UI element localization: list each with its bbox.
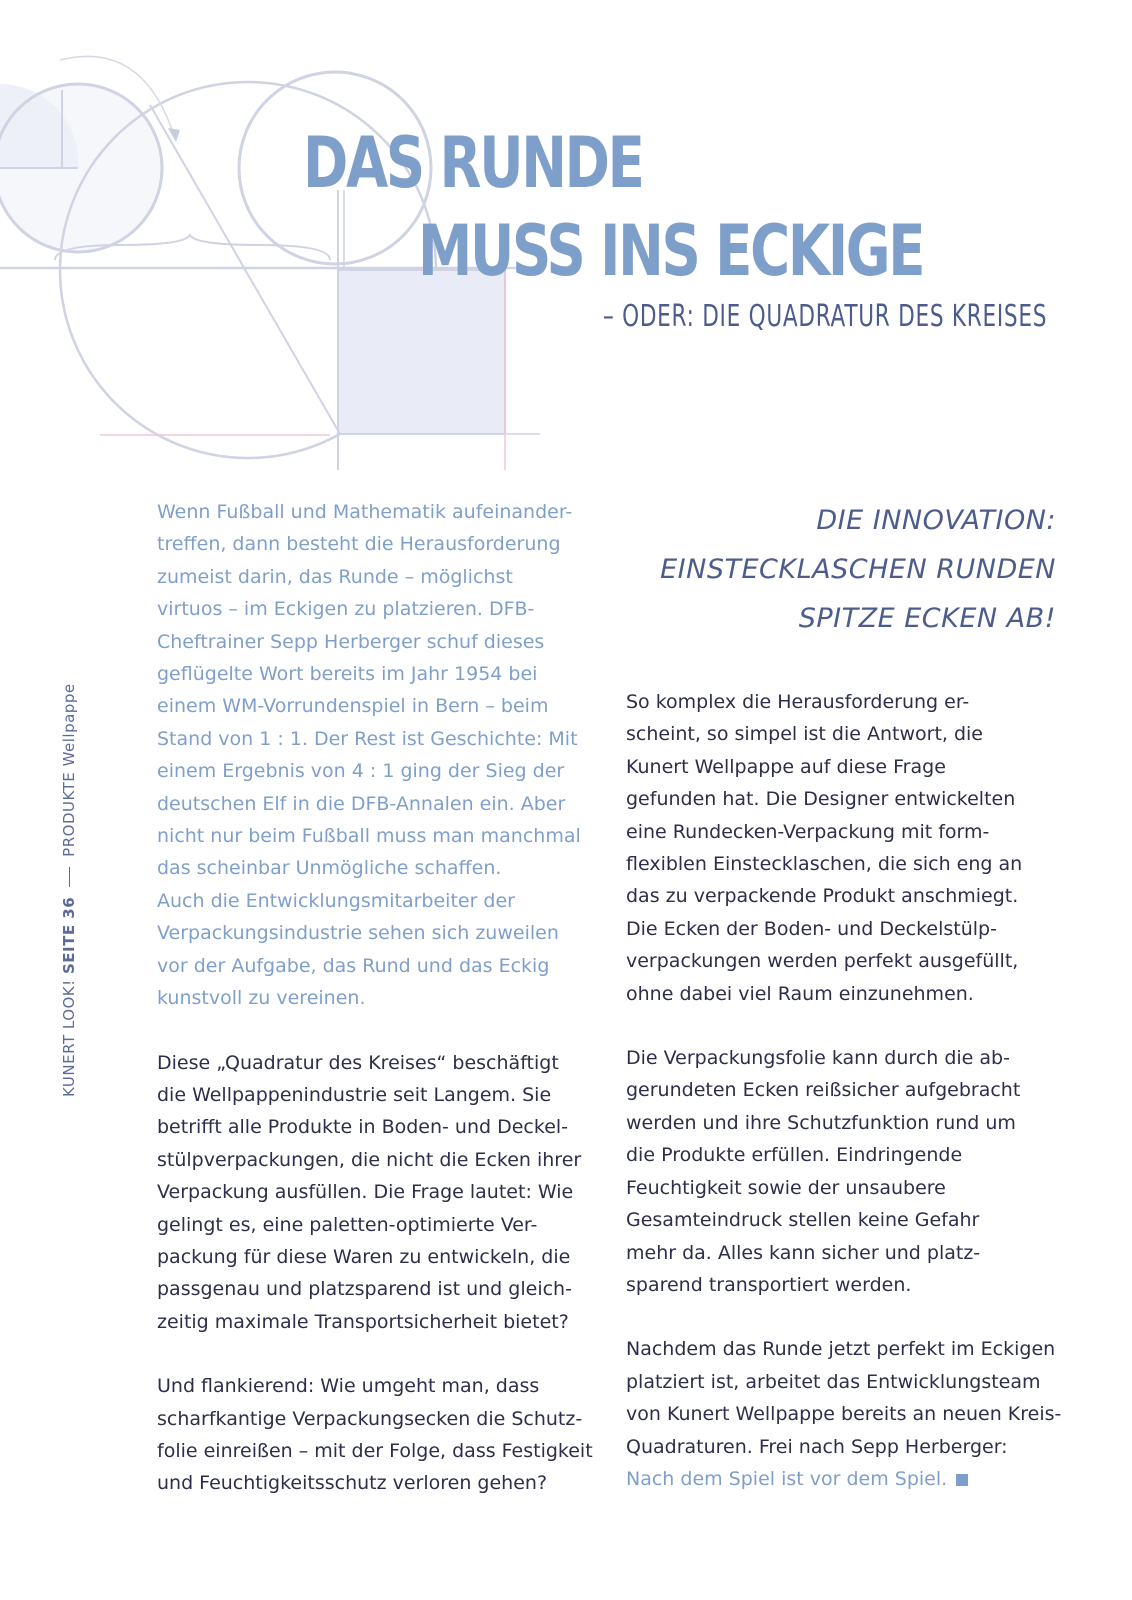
text-line: das zu verpackende Produkt anschmiegt. [626, 885, 1019, 908]
text-line: werden und ihre Schutzfunktion rund um [626, 1111, 1016, 1134]
subtitle: – ODER: DIE QUADRATUR DES KREISES [603, 299, 1048, 334]
intro-paragraph [157, 496, 597, 1015]
separator-dash [69, 867, 70, 887]
text-line: zumeist darin, das Runde – möglichst [157, 565, 513, 588]
text-line: die Produkte erfüllen. Eindringende [626, 1144, 963, 1167]
text-line: Verpackungsindustrie sehen sich zuweilen [157, 922, 559, 945]
text-line: treffen, dann besteht die Herausforderung [157, 533, 561, 556]
text-line: geflügelte Wort bereits im Jahr 1954 bei [157, 663, 538, 686]
text-line: die Wellpappenindustrie seit Langem. Sie [157, 1083, 552, 1106]
title-line-2: MUSS INS ECKIGE [418, 210, 924, 292]
closing-text: Nach dem Spiel ist vor dem Spiel. [626, 1467, 948, 1490]
text-line: gelingt es, eine paletten-optimierte Ver- [157, 1213, 538, 1236]
left-column [157, 496, 597, 1500]
text-line: eine Rundecken-Verpackung mit form- [626, 820, 990, 843]
paragraph [157, 1370, 597, 1500]
text-line: flexiblen Einstecklaschen, die sich eng an [626, 853, 1023, 876]
text-line: kunstvoll zu vereinen. [157, 987, 366, 1010]
text-line: zeitig maximale Transportsicherheit bietet? [157, 1310, 569, 1333]
section-label: PRODUKTE [60, 771, 78, 857]
text-line: Cheftrainer Sepp Herberger schuf dieses [157, 630, 545, 653]
product-label: Wellpappe [60, 683, 78, 767]
text-line: Auch die Entwicklungsmitarbeiter der [157, 889, 515, 912]
text-line: Die Ecken der Boden- und Deckelstülp- [626, 917, 997, 940]
text-line: gefunden hat. Die Designer entwickelten [626, 788, 1016, 811]
text-line: Wenn Fußball und Mathematik aufeinander- [157, 501, 573, 523]
innovation-headline [626, 496, 1066, 643]
text-line: ohne dabei viel Raum einzunehmen. [626, 982, 974, 1005]
text-line: das scheinbar Unmögliche schaffen. [157, 857, 502, 880]
text-line: EINSTECKLASCHEN RUNDEN [660, 554, 1056, 585]
paragraph [626, 686, 1066, 1010]
text-line: stülpverpackungen, die nicht die Ecken ihrer [157, 1148, 582, 1171]
text-line: passgenau und platzsparend ist und gleich- [157, 1278, 572, 1301]
page-number: SEITE 36 [60, 896, 78, 975]
text-line: So komplex die Herausforderung er- [626, 691, 970, 713]
text-line: einem Ergebnis von 4 : 1 ging der Sieg der [157, 760, 565, 783]
text-line: Quadraturen. Frei nach Sepp Herberger: [626, 1435, 1008, 1458]
text-line: Diese „Quadratur des Kreises“ beschäftigt [157, 1051, 559, 1074]
text-line: folie einreißen – mit der Folge, dass Festigkeit [157, 1439, 593, 1462]
text-line: Nachdem das Runde jetzt perfekt im Eckigen [626, 1338, 1056, 1361]
text-line: und Feuchtigkeitsschutz verloren gehen? [157, 1472, 548, 1495]
text-line: Und flankierend: Wie umgeht man, dass [157, 1375, 540, 1398]
paragraph [626, 1333, 1066, 1463]
text-line: einem WM-Vorrundenspiel in Bern – beim [157, 695, 549, 718]
text-line: Feuchtigkeit sowie der unsaubere [626, 1176, 946, 1199]
text-line: Die Verpackungsfolie kann durch die ab- [626, 1047, 1010, 1070]
text-line: betrifft alle Produkte in Boden- und Deckel- [157, 1116, 569, 1139]
text-line: SPITZE ECKEN AB! [798, 603, 1056, 634]
title-line-1: DAS RUNDE [303, 122, 643, 204]
closing-line [626, 1463, 1066, 1495]
end-mark-icon [956, 1474, 968, 1486]
text-line: sparend transportiert werden. [626, 1273, 912, 1296]
side-running-head [60, 683, 78, 1097]
text-line: Stand von 1 : 1. Der Rest ist Geschichte: Mit [157, 727, 578, 750]
brand-label: KUNERT LOOK! [60, 979, 78, 1097]
right-column [626, 496, 1066, 1495]
text-line: packung für diese Waren zu entwickeln, die [157, 1245, 571, 1268]
text-line: gerundeten Ecken reißsicher aufgebracht [626, 1079, 1021, 1102]
paragraph [157, 1047, 597, 1339]
text-line: Kunert Wellpappe auf diese Frage [626, 755, 946, 778]
text-line: scheint, so simpel ist die Antwort, die [626, 723, 984, 746]
text-line: virtuos – im Eckigen zu platzieren. DFB- [157, 598, 535, 621]
text-line: mehr da. Alles kann sicher und platz- [626, 1241, 981, 1264]
text-line: von Kunert Wellpappe bereits an neuen Kreis- [626, 1403, 1062, 1426]
paragraph [626, 1042, 1066, 1301]
text-line: DIE INNOVATION: [816, 505, 1056, 536]
text-line: scharfkantige Verpackungsecken die Schutz- [157, 1407, 583, 1430]
text-line: vor der Aufgabe, das Rund und das Eckig [157, 954, 550, 977]
text-line: Verpackung ausfüllen. Die Frage lautet: Wie [157, 1181, 574, 1204]
text-line: nicht nur beim Fußball muss man manchmal [157, 825, 581, 848]
text-line: verpackungen werden perfekt ausgefüllt, [626, 950, 1019, 973]
text-line: deutschen Elf in die DFB-Annalen ein. Aber [157, 792, 566, 815]
text-line: Gesamteindruck stellen keine Gefahr [626, 1209, 980, 1232]
text-line: platziert ist, arbeitet das Entwicklungsteam [626, 1370, 1041, 1393]
